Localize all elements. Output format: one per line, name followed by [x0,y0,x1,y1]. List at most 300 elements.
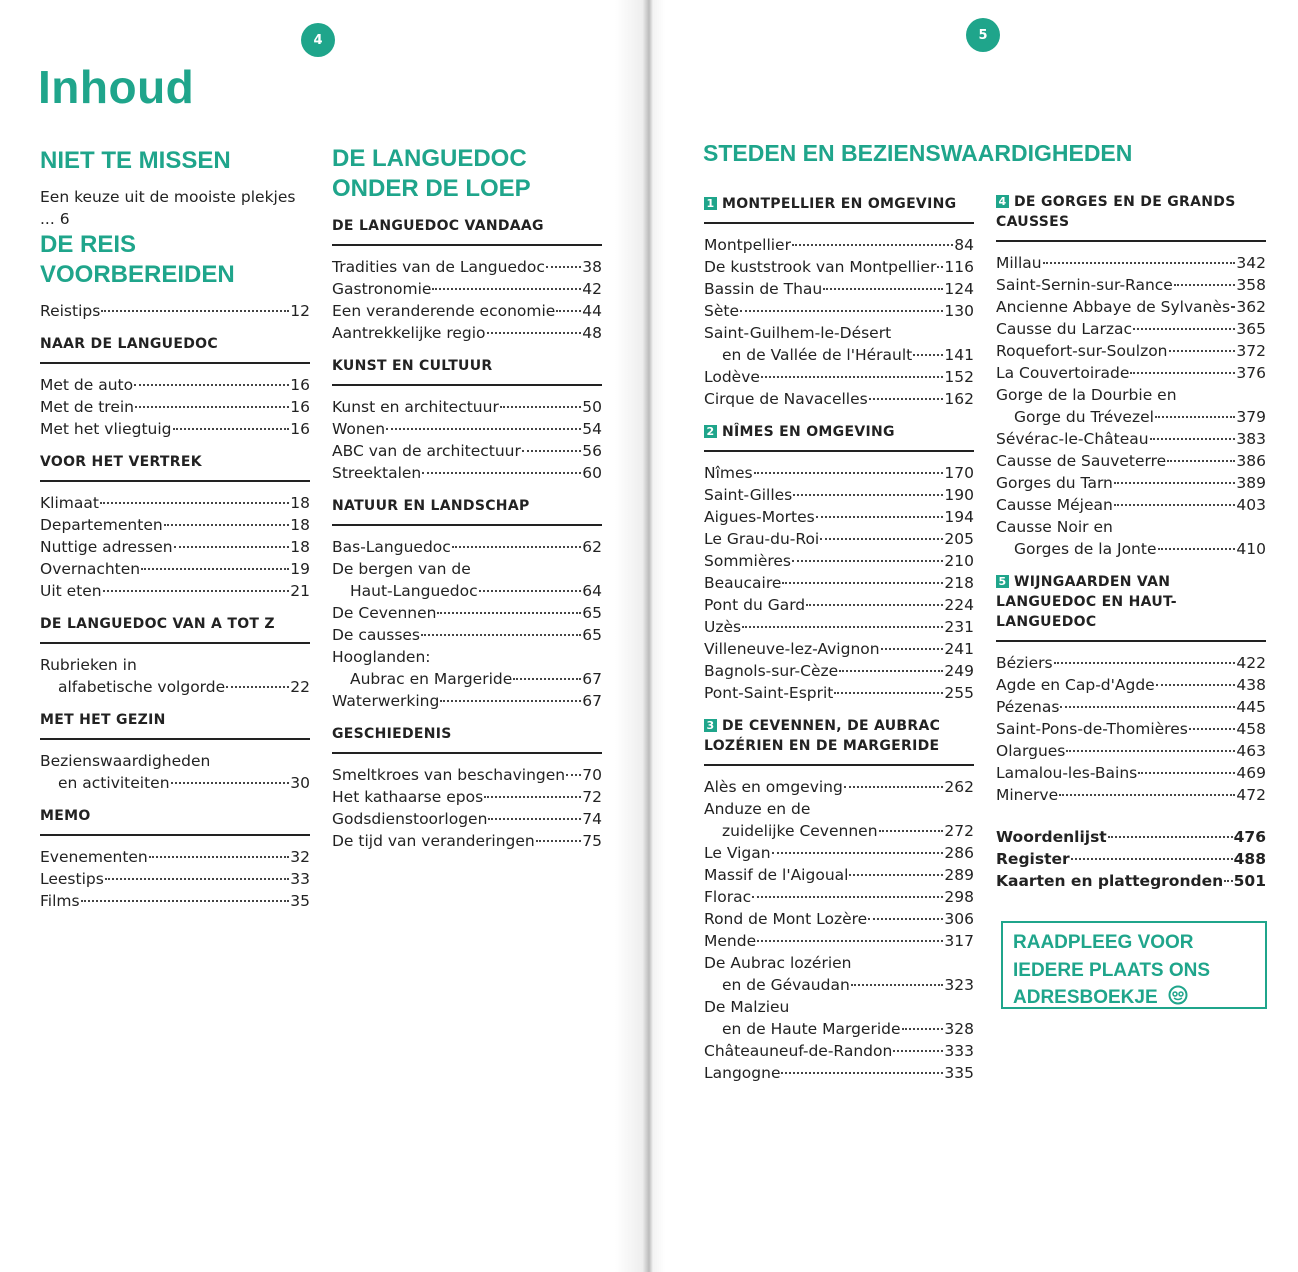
toc-entry[interactable] [332,300,602,322]
toc-entry-row [996,696,1266,718]
toc-entry[interactable] [332,646,602,690]
toc-entry[interactable] [332,786,602,808]
toc-entry-page: 383 [1236,430,1266,448]
toc-entry-page: 469 [1236,764,1266,782]
toc-entry[interactable] [40,418,310,440]
toc-entry[interactable] [996,296,1266,318]
chapter-number-badge: 5 [996,575,1009,588]
toc-entry[interactable] [704,484,974,506]
toc-entry[interactable] [704,572,974,594]
toc-entry-title: Langogne [704,1064,781,1082]
toc-entry-page: 333 [944,1042,974,1060]
toc-entry-page: 262 [944,778,974,796]
toc-entry[interactable] [704,550,974,572]
toc-entry-title: Le Vigan [704,844,771,862]
dot-leader [823,288,943,290]
toc-entry-page: 152 [944,368,974,386]
toc-entry[interactable] [332,624,602,646]
toc-entry-title: La Couvertoirade [996,364,1130,382]
dot-leader [101,310,289,312]
subsection-title: MEMO [40,808,91,824]
toc-entry-row [704,616,974,638]
dot-leader [422,472,581,474]
toc-entry-page: 56 [582,442,602,460]
dot-leader [141,568,289,570]
subsection-title: DE LANGUEDOC VANDAAG [332,218,544,234]
toc-entry[interactable] [704,798,974,842]
toc-entry[interactable] [704,462,974,484]
toc-entry-title: De Cevennen [332,604,437,622]
toc-entry-page: 372 [1236,342,1266,360]
subsection-title: DE LANGUEDOC VAN A TOT Z [40,616,275,632]
toc-entry-row [996,340,1266,362]
toc-entry[interactable] [996,494,1266,516]
toc-entry[interactable] [332,690,602,712]
toc-entry-page: 67 [582,692,602,710]
toc-entry-title: Aubrac en Margeride [350,670,513,688]
toc-entry-row [40,536,310,558]
dot-leader [1130,372,1235,374]
toc-entry-row [40,300,310,322]
toc-entry[interactable] [704,996,974,1040]
toc-entry-page: 67 [582,670,602,688]
toc-entry-title: Bagnols-sur-Cèze [704,662,839,680]
toc-entry-title: Alès en omgeving [704,778,843,796]
toc-entry-row [332,322,602,344]
subsection-heading [332,216,602,246]
dot-leader [742,626,943,628]
toc-entry[interactable] [704,908,974,930]
toc-entry-row [332,300,602,322]
toc-entry-lead: De Malzieu [704,998,790,1016]
subsection-heading [704,422,974,452]
subsection-heading [996,192,1266,242]
toc-entry-title: Kunst en architectuur [332,398,499,416]
toc-entry-row [704,462,974,484]
toc-entry-title: Ancienne Abbaye de Sylvanès [996,298,1231,316]
toc-entry[interactable] [704,1062,974,1084]
toc-entry[interactable] [40,300,310,322]
toc-entry[interactable] [332,256,602,278]
dot-leader [879,830,944,832]
toc-entry-row [704,1040,974,1062]
toc-entry-page: 190 [944,486,974,504]
dot-leader [839,670,943,672]
toc-entry-lead: Saint-Guilhem-le-Désert [704,324,892,342]
toc-entry[interactable] [996,826,1266,848]
toc-entry-title: Gorges de la Jonte [1014,540,1157,558]
toc-entry[interactable] [996,384,1266,428]
toc-entry-row [996,274,1266,296]
toc-entry-page: 323 [944,976,974,994]
toc-entry-page: 54 [582,420,602,438]
toc-entry-row [332,440,602,462]
toc-entry[interactable] [996,252,1266,274]
toc-entry[interactable] [996,274,1266,296]
toc-entry[interactable] [332,278,602,300]
dot-leader [752,896,943,898]
toc-entry-page: 21 [290,582,310,600]
dot-leader [881,648,944,650]
subsection-title: VOOR HET VERTREK [40,454,202,470]
toc-entry-page: 389 [1236,474,1266,492]
toc-entry[interactable] [704,506,974,528]
toc-entry-page: 379 [1236,408,1266,426]
toc-entry-row [332,764,602,786]
dot-leader [844,786,944,788]
toc-entry-page: 298 [944,888,974,906]
toc-entry[interactable] [704,682,974,704]
toc-entry-page: 30 [290,774,310,792]
toc-entry[interactable] [704,366,974,388]
toc-entry-title: en de Haute Margeride [722,1020,901,1038]
toc-entry[interactable] [40,558,310,580]
dot-leader [869,398,944,400]
toc-entry-row [996,718,1266,740]
toc-entry[interactable] [996,718,1266,740]
toc-entry[interactable] [996,362,1266,384]
toc-entry-title: Sète [704,302,739,320]
dot-leader [566,774,581,776]
dot-leader [913,354,943,356]
subsection-title: DE GORGES EN DE GRANDS CAUSSES [996,194,1236,230]
toc-entry-page: 445 [1236,698,1266,716]
toc-entry-page: 358 [1236,276,1266,294]
dot-leader [1114,504,1236,506]
toc-entry[interactable] [40,846,310,868]
toc-entry-page: 224 [944,596,974,614]
toc-entry-title: Causse de Sauveterre [996,452,1167,470]
toc-entry-row [996,406,1266,428]
toc-entry[interactable] [996,318,1266,340]
dot-leader [386,428,581,430]
notice-line: IEDERE PLAATS ONS [1013,959,1211,981]
toc-entry-title: Het kathaarse epos [332,788,484,806]
subsection-title: KUNST EN CULTUUR [332,358,493,374]
toc-entry[interactable] [704,638,974,660]
book-gutter [615,0,665,1272]
toc-entry-row [704,864,974,886]
toc-entry-title: Smeltkroes van beschavingen [332,766,566,784]
toc-entry-title: Woordenlijst [996,828,1107,846]
toc-entry-title: Gastronomie [332,280,432,298]
toc-entry-title: Met het vliegtuig [40,420,172,438]
toc-entry[interactable] [332,440,602,462]
toc-entry-page: 22 [290,678,310,696]
toc-entry-page: 463 [1236,742,1266,760]
toc-entry[interactable] [40,868,310,890]
toc-entry-title: Nuttige adressen [40,538,173,556]
toc-entry[interactable] [996,428,1266,450]
toc-entry-row [704,234,974,256]
subsection-heading [40,334,310,364]
toc-entry[interactable] [40,514,310,536]
dot-leader [1174,284,1236,286]
toc-entry-page: 422 [1236,654,1266,672]
toc-entry-page: 362 [1236,298,1266,316]
toc-entry-page: 249 [944,662,974,680]
toc-entry[interactable] [332,418,602,440]
toc-entry[interactable] [704,776,974,798]
dot-leader [479,590,582,592]
dot-leader [546,266,581,268]
toc-entry-row [704,528,974,550]
toc-entry[interactable] [704,842,974,864]
toc-entry-title: Saint-Pons-de-Thomières [996,720,1188,738]
toc-entry[interactable] [332,322,602,344]
toc-entry[interactable] [996,472,1266,494]
toc-entry-row [40,492,310,514]
toc-entry-row [704,930,974,952]
toc-entry-row [704,820,974,842]
toc-entry-page: 488 [1233,850,1266,868]
toc-entry-title: Cirque de Navacelles [704,390,868,408]
dot-leader [226,686,289,688]
toc-entry[interactable] [704,278,974,300]
toc-entry-row [704,682,974,704]
toc-entry-page: 18 [290,538,310,556]
toc-entry[interactable] [996,848,1266,870]
toc-entry-page: 403 [1236,496,1266,514]
toc-entry-row [332,256,602,278]
toc-entry-lead: Anduze en de [704,800,811,818]
toc-entry-row [332,624,602,646]
dot-leader [440,700,581,702]
toc-entry-page: 32 [290,848,310,866]
toc-entry[interactable] [704,616,974,638]
toc-entry-page: 458 [1236,720,1266,738]
toc-entry[interactable] [996,516,1266,560]
toc-entry[interactable] [40,492,310,514]
toc-entry-page: 141 [944,346,974,364]
subsection-heading [40,614,310,644]
subsection-title: MET HET GEZIN [40,712,166,728]
toc-entry[interactable] [332,808,602,830]
toc-entry[interactable] [704,660,974,682]
toc-entry-row [996,428,1266,450]
toc-entry-page: 438 [1236,676,1266,694]
dot-leader [452,546,581,548]
toc-entry-row [704,660,974,682]
toc-entry-page: 18 [290,494,310,512]
toc-entry[interactable] [996,870,1266,892]
toc-entry[interactable] [704,322,974,366]
toc-entry-page: 241 [944,640,974,658]
toc-entry[interactable] [704,388,974,410]
toc-entry-page: 255 [944,684,974,702]
toc-entry-title: Uzès [704,618,742,636]
toc-entry-title: zuidelijke Cevennen [722,822,878,840]
toc-entry-title: Leestips [40,870,104,888]
dot-leader [1231,306,1235,308]
dot-leader [100,502,289,504]
dot-leader [173,428,290,430]
chapter-number-badge: 1 [704,197,717,210]
toc-entry-lead: Hooglanden: [332,648,431,666]
toc-entry-page: 19 [290,560,310,578]
dot-leader [1138,772,1235,774]
toc-entry-title: Causse du Larzac [996,320,1133,338]
toc-entry-page: 38 [582,258,602,276]
toc-entry-title: Minerve [996,786,1059,804]
toc-entry-title: Béziers [996,654,1053,672]
toc-entry-title: Register [996,850,1070,868]
subsection-heading [332,496,602,526]
toc-column-3 [704,182,974,1084]
toc-entry-title: Godsdienstoorlogen [332,810,488,828]
toc-entry-page: 289 [944,866,974,884]
toc-entry[interactable] [704,952,974,996]
dot-leader [792,244,953,246]
toc-entry-title: en de Gévaudan [722,976,850,994]
dot-leader [793,494,943,496]
toc-entry[interactable] [40,186,310,230]
dot-leader [1156,684,1236,686]
toc-entry[interactable] [704,930,974,952]
toc-entry-row [704,776,974,798]
toc-entry[interactable] [996,740,1266,762]
dot-leader [134,384,289,386]
toc-column-2 [332,144,602,852]
toc-entry[interactable] [332,602,602,624]
toc-entry[interactable] [996,762,1266,784]
toc-entry-title: Een keuze uit de mooiste plekjes ... 6 [40,188,296,228]
toc-entry-row [704,484,974,506]
toc-entry-page: 42 [582,280,602,298]
toc-entry[interactable] [40,654,310,698]
toc-entry-row [40,846,310,868]
toc-entry-title: Pont-Saint-Esprit [704,684,834,702]
subsection-heading [996,572,1266,642]
dot-leader [868,918,943,920]
subsection-heading [332,724,602,754]
toc-entry-title: Pézenas [996,698,1060,716]
toc-entry[interactable] [704,300,974,322]
toc-entry-row [332,786,602,808]
dot-leader [1167,460,1235,462]
dot-leader [1108,836,1233,838]
toc-entry[interactable] [996,450,1266,472]
toc-entry[interactable] [40,750,310,794]
toc-entry-row [996,296,1266,318]
toc-entry[interactable] [996,340,1266,362]
dot-leader [772,852,944,854]
subsection-title: NAAR DE LANGUEDOC [40,336,218,352]
toc-entry-page: 124 [944,280,974,298]
dot-leader [781,1072,943,1074]
toc-entry-title: Millau [996,254,1042,272]
dot-leader [1158,548,1236,550]
toc-entry[interactable] [996,674,1266,696]
toc-entry-lead: De Aubrac lozérien [704,954,852,972]
dot-leader [1060,706,1235,708]
toc-entry[interactable] [996,784,1266,806]
toc-entry-title: Aantrekkelijke regio [332,324,486,342]
toc-entry[interactable] [704,886,974,908]
toc-entry-page: 75 [582,832,602,850]
toc-entry-page: 35 [290,892,310,910]
toc-entry[interactable] [40,580,310,602]
toc-entry[interactable] [704,256,974,278]
dot-leader [1150,438,1236,440]
subsection-title: DE CEVENNEN, DE AUBRAC LOZÉRIEN EN DE MARGERIDE [704,718,941,754]
toc-entry-row [332,580,602,602]
dot-leader [1189,728,1236,730]
toc-entry-title: en de Vallée de l'Hérault [722,346,913,364]
toc-entry-page: 16 [290,376,310,394]
toc-entry-title: De kuststrook van Montpellier [704,258,937,276]
toc-entry[interactable] [40,890,310,912]
toc-column-1 [40,146,310,912]
toc-entry-page: 64 [582,582,602,600]
toc-entry[interactable] [704,234,974,256]
toc-entry[interactable] [40,536,310,558]
toc-entry[interactable] [332,536,602,558]
toc-entry-page: 501 [1233,872,1266,890]
subsection-heading [704,194,974,224]
toc-entry-row [996,740,1266,762]
toc-entry[interactable] [996,652,1266,674]
toc-entry-row [704,1018,974,1040]
toc-entry-title: Bas-Languedoc [332,538,451,556]
toc-entry-title: Nîmes [704,464,753,482]
toc-entry-page: 74 [582,810,602,828]
toc-entry-row [704,366,974,388]
toc-entry-page: 65 [582,626,602,644]
toc-entry-title: De tijd van veranderingen [332,832,535,850]
toc-entry-row [40,580,310,602]
toc-entry[interactable] [704,528,974,550]
dot-leader [792,560,943,562]
toc-entry[interactable] [996,696,1266,718]
bibendum-icon [1167,984,1189,1006]
dot-leader [487,332,582,334]
toc-entry[interactable] [704,864,974,886]
toc-entry[interactable] [40,374,310,396]
toc-entry-row [332,536,602,558]
toc-entry[interactable] [332,558,602,602]
toc-entry-row [332,602,602,624]
toc-entry[interactable] [332,764,602,786]
toc-entry[interactable] [332,396,602,418]
toc-entry-title: Evenementen [40,848,148,866]
toc-entry-row [40,514,310,536]
toc-entry-row [40,868,310,890]
notice-line: RAADPLEEG VOOR [1013,932,1194,953]
toc-entry-page: 130 [944,302,974,320]
toc-entry-row [332,278,602,300]
chapter-number-badge: 4 [996,195,1009,208]
right-heading: STEDEN EN BEZIENSWAARDIGHEDEN [703,140,1133,166]
toc-entry[interactable] [40,396,310,418]
toc-entry-title: Overnachten [40,560,141,578]
toc-entry-page: 286 [944,844,974,862]
dot-leader [1114,482,1236,484]
toc-entry-title: Gorges du Tarn [996,474,1113,492]
dot-leader [149,856,290,858]
toc-entry[interactable] [704,1040,974,1062]
toc-entry-row [996,674,1266,696]
toc-entry[interactable] [332,462,602,484]
toc-entry-title: Lamalou-les-Bains [996,764,1138,782]
toc-entry[interactable] [704,594,974,616]
dot-leader [164,524,290,526]
toc-entry-row [996,652,1266,674]
toc-entry[interactable] [332,830,602,852]
dot-leader [513,678,581,680]
subsection-heading [704,716,974,766]
toc-entry-row [704,278,974,300]
